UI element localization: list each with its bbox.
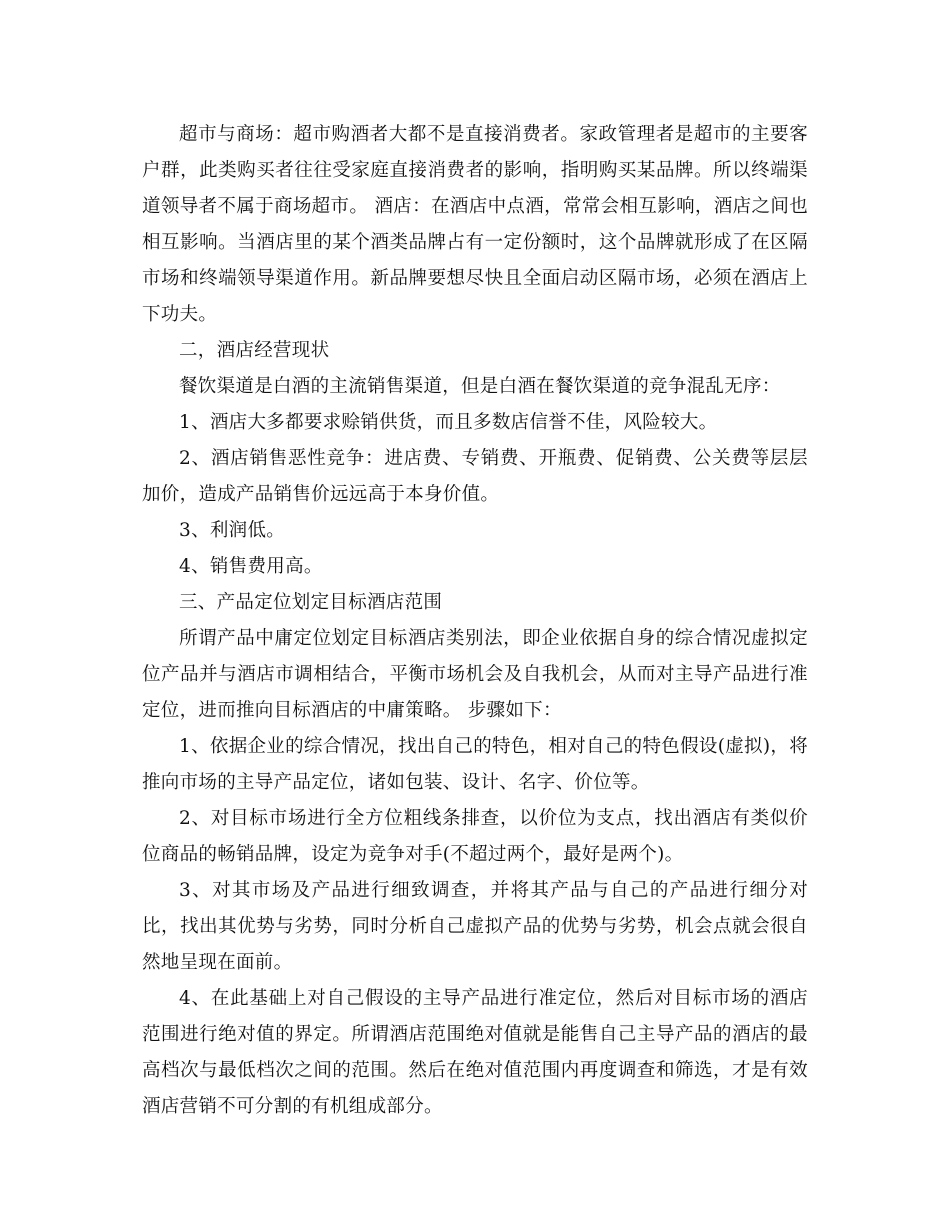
list-item-step-4: 4、在此基础上对自己假设的主导产品进行准定位，然后对目标市场的酒店范围进行绝对值的界定。所谓酒店范围绝对值就是能售自己主导产品的酒店的最高档次与最低档次之间的范围。然后在绝对值范围内再度调查和筛选，才是有效酒店营销不可分割的有机组成部分。 xyxy=(142,988,808,1117)
section-heading-positioning: 三、产品定位划定目标酒店范围 xyxy=(179,592,443,613)
document-page xyxy=(142,117,808,1125)
list-item-step-1: 1、依据企业的综合情况，找出自己的特色，相对自己的特色假设(虚拟)，将推向市场的主导产品定位，诸如包装、设计、名字、价位等。 xyxy=(142,736,808,793)
list-item-status-2: 2、酒店销售恶性竞争：进店费、专销费、开瓶费、促销费、公关费等层层加价，造成产品销售价远远高于本身价值。 xyxy=(142,448,808,505)
section-heading-hotel-status: 二，酒店经营现状 xyxy=(179,340,330,361)
paragraph-supermarket-hotel: 超市与商场：超市购酒者大都不是直接消费者。家政管理者是超市的主要客户群，此类购买者往往受家庭直接消费者的影响，指明购买某品牌。所以终端渠道领导者不属于商场超市。 酒店：在酒店中点酒，常常会相互影响，酒店之间也相互影响。当酒店里的某个酒类品牌占有一定份额时，这个品牌就形成了在区隔市场和终端领导渠道作用。新品牌要想尽快且全面启动区隔市场，必须在酒店上下功夫。 xyxy=(142,124,808,325)
list-item-status-3: 3、利润低。 xyxy=(179,520,286,541)
paragraph-positioning-intro: 所谓产品中庸定位划定目标酒店类别法，即企业依据自身的综合情况虚拟定位产品并与酒店市调相结合，平衡市场机会及自我机会，从而对主导产品进行准定位，进而推向目标酒店的中庸策略。 步骤如下： xyxy=(142,628,808,721)
paragraph-catering-channel: 餐饮渠道是白酒的主流销售渠道，但是白酒在餐饮渠道的竞争混乱无序： xyxy=(179,376,781,397)
list-item-step-2: 2、对目标市场进行全方位粗线条排查，以价位为支点，找出酒店有类似价位商品的畅销品牌，设定为竞争对手(不超过两个，最好是两个)。 xyxy=(142,808,808,865)
list-item-step-3: 3、对其市场及产品进行细致调查，并将其产品与自己的产品进行细分对比，找出其优势与劣势，同时分析自己虚拟产品的优势与劣势，机会点就会很自然地呈现在面前。 xyxy=(142,880,808,973)
list-item-status-1: 1、酒店大多都要求赊销供货，而且多数店信誉不佳，风险较大。 xyxy=(179,412,718,433)
list-item-status-4: 4、销售费用高。 xyxy=(179,556,323,577)
